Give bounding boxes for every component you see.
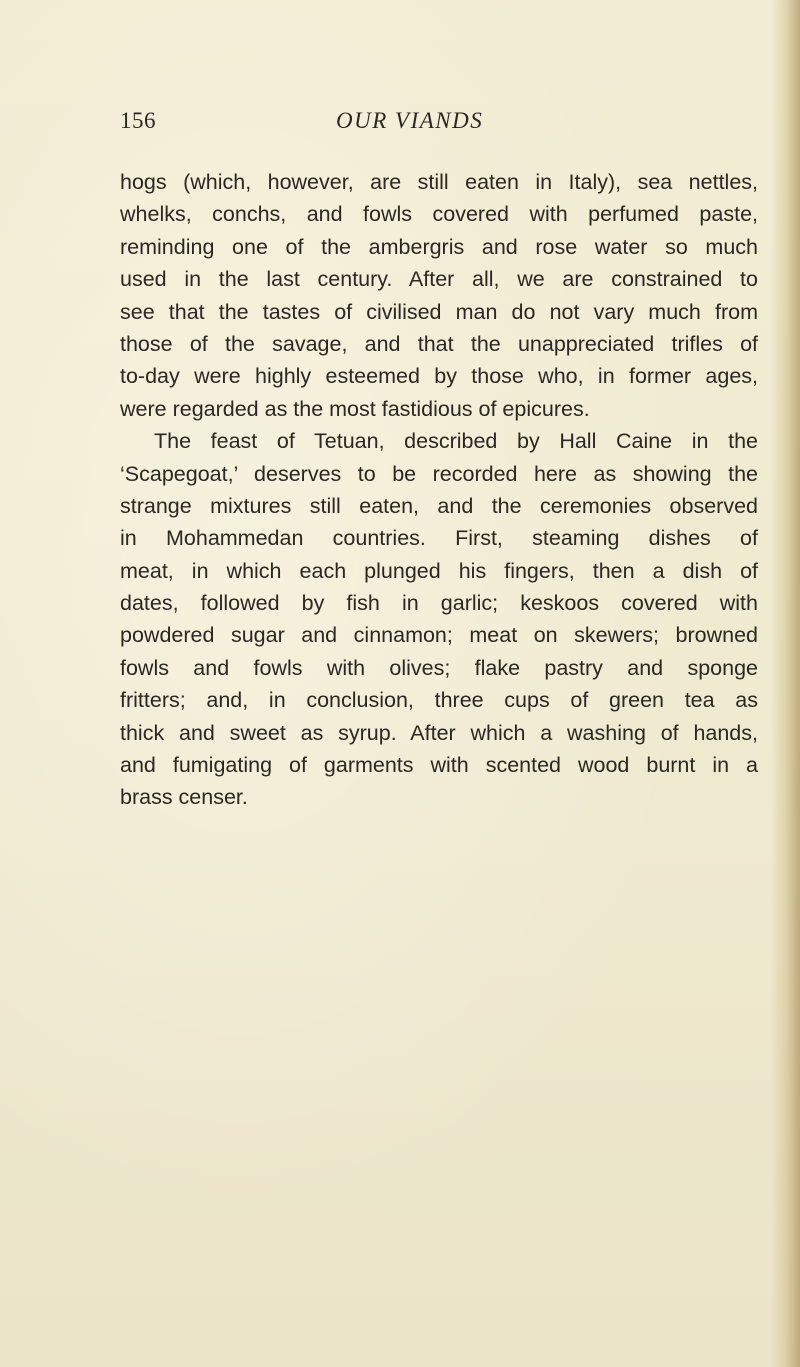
text-line: hogs (which, however, are still eaten in Italy), sea nettles, [120, 170, 758, 194]
running-title: OUR VIANDS [336, 108, 484, 133]
text-line: to-day were highly esteemed by those who, in former ages, [120, 364, 758, 389]
text-line: fowls and fowls with olives; flake pastry and sponge [120, 655, 758, 680]
paragraph-end-line: brass censer. [120, 785, 248, 810]
text-line: used in the last century. After all, we are constrained to [120, 267, 758, 292]
page-number: 156 [120, 108, 156, 133]
text-line: and fumigating of garments with scented wood burnt in a [120, 753, 758, 778]
paragraph-end-line: were regarded as the most fastidious of epicures. [120, 396, 590, 421]
text-line: in Mohammedan countries. First, steaming dishes of [120, 526, 758, 551]
text-line: dates, followed by fish in garlic; keskoos covered with [120, 591, 758, 616]
text-line: meat, in which each plunged his fingers, then a dish of [120, 558, 758, 583]
text-line: strange mixtures still eaten, and the ceremonies observed [120, 493, 758, 518]
text-line: fritters; and, in conclusion, three cups of green tea as [120, 688, 758, 713]
paragraph-start-line: The feast of Tetuan, described by Hall Caine in the [154, 429, 758, 454]
text-line: ‘Scapegoat,’ deserves to be recorded here as showing the [120, 461, 758, 486]
page-edge-shadow [770, 0, 800, 1367]
text-line: powdered sugar and cinnamon; meat on skewers; browned [120, 623, 758, 648]
text-line: thick and sweet as syrup. After which a washing of hands, [120, 720, 758, 745]
text-line: reminding one of the ambergris and rose water so much [120, 234, 758, 259]
page-header [120, 108, 740, 144]
body-text [120, 166, 758, 814]
text-line: whelks, conchs, and fowls covered with perfumed paste, [120, 202, 758, 227]
text-line: those of the savage, and that the unappreciated trifles of [120, 331, 758, 356]
text-line: see that the tastes of civilised man do not vary much from [120, 299, 758, 324]
